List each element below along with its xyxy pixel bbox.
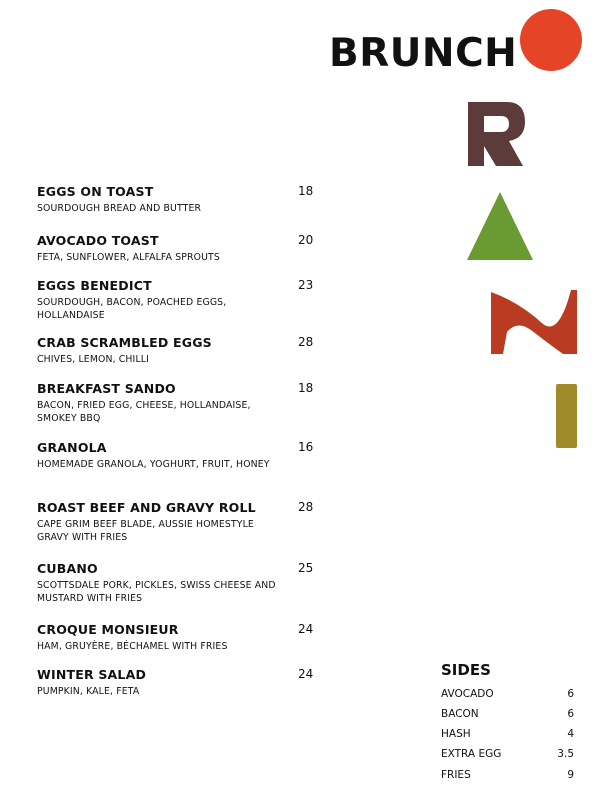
menu-item-description: BACON, FRIED EGG, CHEESE, HOLLANDAISE, SMOKEY BBQ — [37, 400, 251, 424]
menu-item-description: SCOTTSDALE PORK, PICKLES, SWISS CHEESE AND MUSTARD WITH FRIES — [37, 580, 276, 604]
menu-item-price: 23 — [298, 278, 314, 292]
menu-item-name: ROAST BEEF AND GRAVY ROLL — [37, 500, 256, 515]
menu-item — [37, 335, 317, 367]
side-item-price: 9 — [567, 769, 574, 781]
side-item-price: 4 — [567, 728, 574, 740]
menu-item-price: 16 — [298, 440, 314, 454]
menu-item-price: 25 — [298, 561, 314, 575]
page-title: BRUNCH — [329, 31, 518, 76]
triangle-shape-icon — [465, 190, 535, 262]
side-item — [441, 707, 574, 721]
menu-item-description: PUMPKIN, KALE, FETA — [37, 686, 140, 697]
side-item-name: AVOCADO — [441, 688, 494, 700]
side-item — [441, 727, 574, 741]
menu-item — [37, 184, 317, 216]
menu-item — [37, 622, 317, 654]
side-item-name: EXTRA EGG — [441, 748, 502, 760]
menu-item-name: GRANOLA — [37, 440, 107, 455]
menu-item-price: 18 — [298, 381, 314, 395]
side-item-name: FRIES — [441, 769, 471, 781]
side-item-price: 6 — [567, 688, 574, 700]
menu-item-description: CHIVES, LEMON, CHILLI — [37, 354, 150, 365]
menu-item-price: 24 — [298, 622, 314, 636]
side-item — [441, 687, 574, 701]
side-item-name: BACON — [441, 708, 479, 720]
side-item-price: 3.5 — [557, 748, 574, 760]
sides-title: SIDES — [441, 661, 491, 679]
side-item-name: HASH — [441, 728, 471, 740]
menu-item-name: CRAB SCRAMBLED EGGS — [37, 335, 212, 350]
menu-item-description: SOURDOUGH, BACON, POACHED EGGS, HOLLANDAISE — [37, 297, 227, 321]
menu-item — [37, 561, 317, 605]
menu-item — [37, 278, 317, 322]
menu-item-name: BREAKFAST SANDO — [37, 381, 176, 396]
menu-item-name: CROQUE MONSIEUR — [37, 622, 179, 637]
menu-item-name: EGGS ON TOAST — [37, 184, 154, 199]
side-item — [441, 747, 574, 761]
menu-item-price: 28 — [298, 335, 314, 349]
menu-item-name: EGGS BENEDICT — [37, 278, 152, 293]
wave-n-shape-icon — [491, 288, 579, 356]
menu-item — [37, 233, 317, 265]
menu-item-price: 20 — [298, 233, 314, 247]
menu-item-name: AVOCADO TOAST — [37, 233, 159, 248]
menu-item-name: WINTER SALAD — [37, 667, 147, 682]
side-item — [441, 768, 574, 782]
letter-r-shape-icon — [467, 102, 529, 167]
menu-item-price: 18 — [298, 184, 314, 198]
menu-item-description: HAM, GRUYÈRE, BÉCHAMEL WITH FRIES — [37, 641, 228, 652]
menu-item-description: FETA, SUNFLOWER, ALFALFA SPROUTS — [37, 252, 220, 263]
menu-item — [37, 500, 317, 544]
menu-item-description: CAPE GRIM BEEF BLADE, AUSSIE HOMESTYLE GRAVY WITH FRIES — [37, 519, 254, 543]
sides-section — [441, 660, 576, 781]
side-item-price: 6 — [567, 708, 574, 720]
menu-item-price: 28 — [298, 500, 314, 514]
sun-circle-icon — [520, 9, 582, 71]
menu-item-description: SOURDOUGH BREAD AND BUTTER — [37, 203, 202, 214]
bar-i-shape-icon — [555, 384, 579, 450]
menu-item-name: CUBANO — [37, 561, 98, 576]
menu-item-price: 24 — [298, 667, 314, 681]
menu-item-description: HOMEMADE GRANOLA, YOGHURT, FRUIT, HONEY — [37, 459, 270, 470]
menu-item — [37, 440, 317, 472]
menu-item — [37, 381, 317, 425]
menu-item — [37, 667, 317, 699]
